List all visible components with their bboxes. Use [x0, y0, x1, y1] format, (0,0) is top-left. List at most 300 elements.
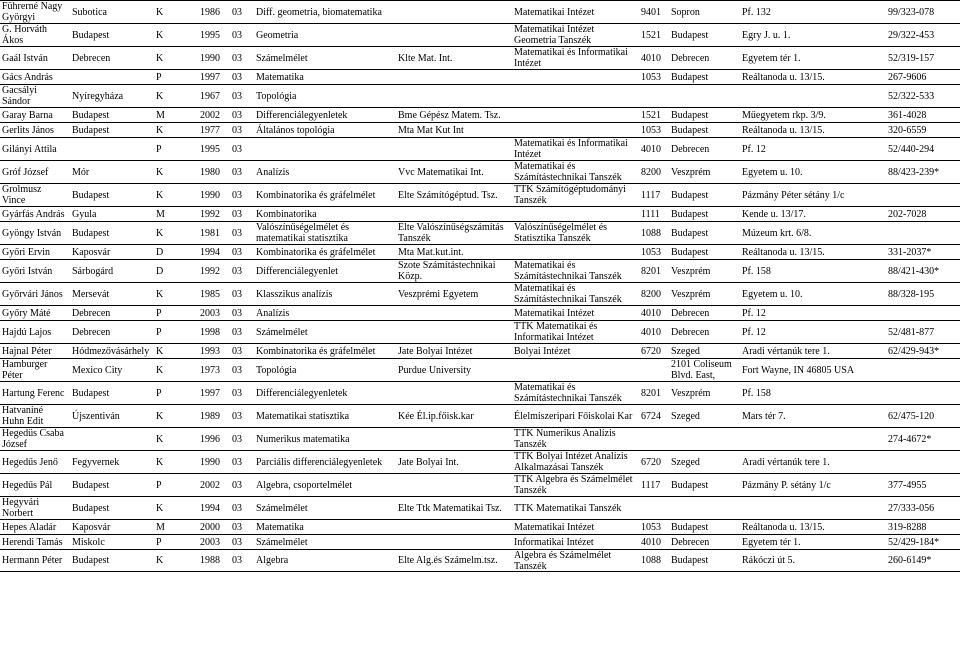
cell-city: Veszprém — [671, 265, 711, 277]
cell-city: Budapest — [671, 521, 709, 533]
cell-address: Egyetem u. 10. — [742, 166, 803, 178]
cell-postcode: 9401 — [641, 6, 661, 18]
cell-year: 1990 — [200, 456, 220, 468]
table-row — [0, 320, 960, 343]
cell-code: 03 — [232, 387, 242, 399]
cell-address: Pázmány Péter sétány 1/c — [742, 189, 845, 201]
table-row — [0, 282, 960, 305]
cell-degree: M — [156, 208, 165, 220]
cell-birthplace: Budapest — [72, 502, 110, 514]
table-row — [0, 343, 960, 358]
cell-address: Reáltanoda u. 13/15. — [742, 71, 825, 83]
cell-phone: 27/333-056 — [888, 502, 935, 514]
cell-code: 03 — [232, 124, 242, 136]
cell-city: Veszprém — [671, 288, 711, 300]
cell-name: Hartung Ferenc — [2, 387, 65, 399]
cell-city: Budapest — [671, 208, 709, 220]
cell-phone: 319-8288 — [888, 521, 927, 533]
cell-institution: Kée Él.ip.főisk.kar — [398, 410, 474, 422]
cell-postcode — [641, 85, 669, 107]
cell-department — [514, 245, 640, 259]
cell-birthplace: Budapest — [72, 109, 110, 121]
cell-birthplace: Budapest — [72, 227, 110, 239]
cell-year: 1994 — [200, 246, 220, 258]
cell-institution: Elte Valószínűségszámítás Tanszék — [398, 222, 504, 244]
table-row — [0, 0, 960, 23]
cell-postcode: 6720 — [641, 345, 661, 357]
cell-address: Pázmány P. sétány 1/c — [742, 479, 831, 491]
cell-birthplace: Budapest — [72, 124, 110, 136]
cell-degree: K — [156, 52, 164, 64]
cell-postcode: 1053 — [641, 124, 661, 136]
cell-phone — [888, 359, 958, 381]
table-row — [0, 358, 960, 381]
cell-phone: 52/481-877 — [888, 326, 935, 338]
cell-name: Hepes Aladár — [2, 521, 57, 533]
cell-field: Matematika — [256, 71, 304, 83]
table-row — [0, 404, 960, 427]
table-row — [0, 69, 960, 84]
cell-name: Gyárfás András — [2, 208, 65, 220]
cell-name: Gróf József — [2, 166, 49, 178]
cell-birthplace: Mexico City — [72, 364, 123, 376]
cell-name: Gerlits János — [2, 124, 54, 136]
cell-phone: 52/322-533 — [888, 90, 935, 102]
cell-phone: 52/440-294 — [888, 143, 935, 155]
cell-degree: K — [156, 6, 164, 18]
cell-name: Garay Barna — [2, 109, 53, 121]
cell-department: Algebra és Számelmélet Tanszék — [514, 550, 612, 571]
cell-department: TTK Matematikai és Informatikai Intézet — [514, 321, 598, 343]
cell-birthplace — [72, 138, 152, 160]
cell-institution — [398, 382, 514, 404]
cell-degree: K — [156, 166, 164, 178]
cell-city: Debrecen — [671, 307, 710, 319]
cell-field: Kombinatorika és gráfelmélet — [256, 246, 376, 258]
cell-year: 1986 — [200, 6, 220, 18]
cell-year: 1997 — [200, 71, 220, 83]
cell-institution: Elte Ttk Matematikai Tsz. — [398, 502, 502, 514]
cell-department: Matematikai és Számítástechnikai Tanszék — [514, 161, 622, 183]
cell-postcode: 1053 — [641, 71, 661, 83]
cell-birthplace: Hódmezővásárhely — [72, 345, 150, 357]
cell-year: 2003 — [200, 307, 220, 319]
cell-name: Gács András — [2, 71, 53, 83]
table-row — [0, 259, 960, 282]
cell-address: Reáltanoda u. 13/15. — [742, 521, 825, 533]
cell-field: Numerikus matematika — [256, 433, 350, 445]
cell-city: Budapest — [671, 109, 709, 121]
cell-institution — [398, 474, 514, 496]
cell-institution: Vvc Matematikai Int. — [398, 166, 484, 178]
cell-degree: K — [156, 90, 164, 102]
cell-department: Matematikai Intézet Geometria Tanszék — [514, 24, 595, 46]
cell-phone — [888, 184, 958, 206]
cell-institution — [398, 520, 514, 534]
cell-phone: 62/429-943* — [888, 345, 940, 357]
table-row — [0, 206, 960, 221]
table-row — [0, 496, 960, 519]
cell-department: Matematikai Intézet — [514, 307, 595, 319]
table-row — [0, 160, 960, 183]
cell-degree: K — [156, 456, 164, 468]
table-row — [0, 221, 960, 244]
cell-city: Debrecen — [671, 143, 710, 155]
cell-degree: P — [156, 71, 162, 83]
cell-city: Budapest — [671, 29, 709, 41]
cell-department — [514, 207, 640, 221]
cell-department: Matematikai és Számítástechnikai Tanszék — [514, 382, 622, 404]
cell-field: Differenciálegyenletek — [256, 387, 348, 399]
cell-phone: 88/328-195 — [888, 288, 935, 300]
cell-address: Rákóczi út 5. — [742, 555, 796, 566]
cell-year: 1973 — [200, 364, 220, 376]
table-row — [0, 519, 960, 534]
cell-code: 03 — [232, 265, 242, 277]
cell-birthplace: Budapest — [72, 387, 110, 399]
cell-department: TTK Matematikai Tanszék — [514, 502, 622, 514]
cell-department: TTK Algebra és Számelmélet Tanszék — [514, 474, 633, 496]
cell-year: 2002 — [200, 109, 220, 121]
cell-department: Bolyai Intézet — [514, 345, 571, 357]
cell-birthplace: Budapest — [72, 189, 110, 201]
cell-name: Győrvári János — [2, 288, 63, 300]
cell-name: Hajdú Lajos — [2, 326, 52, 338]
cell-field: Matematika — [256, 521, 304, 533]
cell-code: 03 — [232, 166, 242, 178]
cell-birthplace — [72, 70, 152, 84]
cell-name: Hegyvári Norbert — [2, 497, 40, 519]
cell-phone: 202-7028 — [888, 208, 927, 220]
cell-birthplace — [72, 428, 152, 450]
cell-city: Sopron — [671, 6, 700, 18]
table-row — [0, 84, 960, 107]
cell-postcode: 1088 — [641, 227, 661, 239]
cell-year: 2000 — [200, 521, 220, 533]
cell-postcode: 8200 — [641, 166, 661, 178]
cell-birthplace: Debrecen — [72, 52, 111, 64]
cell-year: 1985 — [200, 288, 220, 300]
cell-name: Hatvaniné Huhn Edit — [2, 405, 44, 427]
cell-address — [742, 85, 886, 107]
cell-birthplace: Mersevát — [72, 288, 110, 300]
cell-department: TTK Számítógéptudományi Tanszék — [514, 184, 626, 206]
cell-name: Führerné Nagy Györgyi — [2, 1, 63, 23]
cell-address — [742, 428, 886, 450]
cell-department: Matematikai és Informatikai Intézet — [514, 47, 628, 69]
cell-address: Pf. 158 — [742, 387, 771, 399]
cell-code: 03 — [232, 71, 242, 83]
cell-code: 03 — [232, 189, 242, 201]
cell-department: TTK Bolyai Intézet Analízis Alkalmazásai Tanszék — [514, 451, 628, 473]
cell-year: 1967 — [200, 90, 220, 102]
cell-code: 03 — [232, 502, 242, 514]
cell-postcode: 4010 — [641, 307, 661, 319]
cell-postcode: 8200 — [641, 288, 661, 300]
cell-degree: D — [156, 265, 164, 277]
cell-city — [671, 85, 741, 107]
cell-postcode: 1053 — [641, 246, 661, 258]
cell-address: Pf. 12 — [742, 326, 766, 338]
cell-degree: K — [156, 433, 164, 445]
cell-code: 03 — [232, 52, 242, 64]
cell-birthplace: Nyíregyháza — [72, 90, 124, 102]
cell-year: 1990 — [200, 189, 220, 201]
cell-institution — [398, 85, 514, 107]
cell-birthplace: Újszentiván — [72, 410, 120, 422]
cell-postcode: 8201 — [641, 387, 661, 399]
cell-department: Informatikai Intézet — [514, 536, 594, 548]
cell-code: 03 — [232, 307, 242, 319]
cell-phone: 331-2037* — [888, 246, 932, 258]
cell-name: Grolmusz Vince — [2, 184, 42, 206]
cell-city: Veszprém — [671, 387, 711, 399]
cell-phone — [888, 306, 958, 320]
cell-code: 03 — [232, 536, 242, 548]
cell-address: Pf. 158 — [742, 265, 771, 277]
cell-year: 1990 — [200, 52, 220, 64]
cell-degree: P — [156, 479, 162, 491]
cell-year: 1977 — [200, 124, 220, 136]
cell-year: 1996 — [200, 433, 220, 445]
cell-city: Budapest — [671, 555, 709, 566]
cell-postcode: 4010 — [641, 52, 661, 64]
cell-postcode: 8201 — [641, 265, 661, 277]
table-row — [0, 381, 960, 404]
table-row — [0, 137, 960, 160]
cell-field: Matematikai statisztika — [256, 410, 350, 422]
cell-phone: 88/421-430* — [888, 265, 940, 277]
cell-address: Műegyetem rkp. 3/9. — [742, 109, 826, 121]
cell-field: Valószínűségelmélet és matematikai statisztika — [256, 222, 350, 244]
cell-degree: P — [156, 143, 162, 155]
cell-postcode: 4010 — [641, 143, 661, 155]
cell-name: Győri Ervin — [2, 246, 51, 258]
cell-code: 03 — [232, 143, 242, 155]
cell-address: Reáltanoda u. 13/15. — [742, 124, 825, 136]
table-row — [0, 450, 960, 473]
cell-postcode: 1111 — [641, 208, 660, 220]
cell-institution: Bme Gépész Matem. Tsz. — [398, 109, 501, 121]
cell-name: Hermann Péter — [2, 555, 63, 566]
cell-phone: 377-4955 — [888, 479, 927, 491]
cell-birthplace: Budapest — [72, 29, 110, 41]
cell-year: 1994 — [200, 502, 220, 514]
cell-code: 03 — [232, 227, 242, 239]
cell-phone: 320-6559 — [888, 124, 927, 136]
cell-address: Múzeum krt. 6/8. — [742, 227, 812, 239]
cell-code: 03 — [232, 6, 242, 18]
cell-department: Élelmiszeripari Főiskolai Kar — [514, 410, 633, 422]
cell-institution: Klte Mat. Int. — [398, 52, 453, 64]
cell-year: 2003 — [200, 536, 220, 548]
cell-birthplace: Kaposvár — [72, 246, 111, 258]
cell-address: Kende u. 13/17. — [742, 208, 806, 220]
cell-department — [514, 359, 640, 381]
cell-department — [514, 70, 640, 84]
cell-degree: K — [156, 124, 164, 136]
cell-institution: Jate Bolyai Int. — [398, 456, 459, 468]
cell-birthplace: Sárbogárd — [72, 265, 114, 277]
cell-code: 03 — [232, 456, 242, 468]
cell-field: Parciális differenciálegyenletek — [256, 456, 383, 468]
cell-postcode — [641, 497, 669, 519]
cell-code: 03 — [232, 433, 242, 445]
cell-city: Szeged — [671, 345, 700, 357]
cell-code: 03 — [232, 246, 242, 258]
cell-field: Differenciálegyenlet — [256, 265, 338, 277]
cell-field: Geometria — [256, 29, 299, 41]
cell-postcode: 1521 — [641, 29, 661, 41]
cell-postcode: 6720 — [641, 456, 661, 468]
cell-address: Aradi vértanúk tere 1. — [742, 456, 830, 468]
cell-institution: Elte Számítógéptud. Tsz. — [398, 189, 498, 201]
cell-name: Herendi Tamás — [2, 536, 63, 548]
cell-address — [742, 497, 886, 519]
cell-name: Győry Máté — [2, 307, 51, 319]
cell-code: 03 — [232, 109, 242, 121]
cell-code: 03 — [232, 410, 242, 422]
cell-institution — [398, 1, 514, 23]
cell-degree: K — [156, 345, 164, 357]
cell-city: Debrecen — [671, 536, 710, 548]
cell-birthplace: Fegyvernek — [72, 456, 120, 468]
cell-department: Matematikai Intézet — [514, 6, 595, 18]
cell-birthplace: Budapest — [72, 479, 110, 491]
cell-year: 1988 — [200, 555, 220, 566]
cell-name: Hajnal Péter — [2, 345, 52, 357]
cell-birthplace: Miskolc — [72, 536, 105, 548]
cell-phone: 260-6149* — [888, 555, 932, 566]
cell-field: Számelmélet — [256, 536, 308, 548]
cell-year: 1980 — [200, 166, 220, 178]
cell-city: Budapest — [671, 246, 709, 258]
cell-year: 1995 — [200, 143, 220, 155]
cell-degree: P — [156, 307, 162, 319]
cell-department: TTK Numerikus Analízis Tanszék — [514, 428, 616, 450]
cell-institution: Mta Mat.kut.int. — [398, 246, 464, 258]
cell-institution — [398, 207, 514, 221]
cell-code: 03 — [232, 345, 242, 357]
cell-field: Algebra — [256, 555, 289, 566]
cell-name: Gilányi Attila — [2, 143, 57, 155]
cell-name: Gyöngy István — [2, 227, 62, 239]
cell-field: Számelmélet — [256, 326, 308, 338]
cell-degree: K — [156, 288, 164, 300]
cell-year: 1998 — [200, 326, 220, 338]
table-row — [0, 183, 960, 206]
cell-degree: P — [156, 387, 162, 399]
cell-birthplace: Mór — [72, 166, 90, 178]
cell-degree: K — [156, 555, 164, 566]
cell-birthplace: Kaposvár — [72, 521, 111, 533]
cell-city: Debrecen — [671, 326, 710, 338]
cell-year: 1992 — [200, 208, 220, 220]
table-row — [0, 473, 960, 496]
cell-department — [514, 123, 640, 137]
cell-institution: Mta Mat Kut Int — [398, 124, 464, 136]
table-row — [0, 549, 960, 572]
cell-institution — [398, 535, 514, 549]
cell-phone: 267-9606 — [888, 71, 927, 83]
cell-degree: M — [156, 109, 165, 121]
cell-degree: K — [156, 410, 164, 422]
cell-field: Topológia — [256, 90, 297, 102]
cell-degree: D — [156, 246, 164, 258]
cell-department: Valószínűségelmélet és Statisztika Tanszék — [514, 222, 608, 244]
cell-city: Budapest — [671, 71, 709, 83]
cell-department: Matematikai és Számítástechnikai Tanszék — [514, 283, 622, 305]
cell-phone — [888, 382, 958, 404]
cell-postcode: 1117 — [641, 189, 661, 201]
cell-phone: 29/322-453 — [888, 29, 935, 41]
cell-phone: 274-4672* — [888, 433, 932, 445]
cell-phone: 88/423-239* — [888, 166, 940, 178]
cell-address: Egyetem tér 1. — [742, 536, 801, 548]
cell-field: Diff. geometria, biomatematika — [256, 6, 382, 18]
cell-postcode — [641, 428, 669, 450]
cell-degree: P — [156, 536, 162, 548]
cell-city — [671, 497, 741, 519]
cell-degree: K — [156, 227, 164, 239]
cell-birthplace: Subotica — [72, 6, 107, 18]
cell-birthplace: Gyula — [72, 208, 97, 220]
cell-field: Általános topológia — [256, 124, 335, 136]
cell-institution — [398, 24, 514, 46]
table-row — [0, 534, 960, 549]
cell-address: Pf. 12 — [742, 307, 766, 319]
cell-city: 2101 Coliseum Blvd. East, — [671, 359, 732, 381]
cell-year: 1993 — [200, 345, 220, 357]
cell-year: 1997 — [200, 387, 220, 399]
cell-city: Budapest — [671, 189, 709, 201]
cell-birthplace: Debrecen — [72, 307, 111, 319]
cell-degree: M — [156, 521, 165, 533]
cell-birthplace: Debrecen — [72, 326, 111, 338]
cell-address: Egyetem tér 1. — [742, 52, 801, 64]
cell-field: Kombinatorika — [256, 208, 317, 220]
cell-phone — [888, 451, 958, 473]
cell-field: Számelmélet — [256, 52, 308, 64]
cell-address: Aradi vértanúk tere 1. — [742, 345, 830, 357]
cell-name: Gaál István — [2, 52, 48, 64]
cell-city: Szeged — [671, 456, 700, 468]
cell-institution: Veszprémi Egyetem — [398, 288, 479, 300]
cell-postcode — [641, 359, 669, 381]
cell-degree: P — [156, 326, 162, 338]
cell-field: Klasszikus analízis — [256, 288, 333, 300]
cell-year: 1989 — [200, 410, 220, 422]
cell-code: 03 — [232, 521, 242, 533]
cell-address: Pf. 132 — [742, 6, 771, 18]
cell-postcode: 1521 — [641, 109, 661, 121]
cell-postcode: 1117 — [641, 479, 661, 491]
cell-phone: 62/475-120 — [888, 410, 935, 422]
cell-code: 03 — [232, 90, 242, 102]
cell-field: Topológia — [256, 364, 297, 376]
cell-department: Matematikai Intézet — [514, 521, 595, 533]
cell-field: Differenciálegyenletek — [256, 109, 348, 121]
cell-degree: K — [156, 189, 164, 201]
cell-name: Győri István — [2, 265, 53, 277]
table-row — [0, 122, 960, 137]
table-row — [0, 244, 960, 259]
cell-degree: K — [156, 29, 164, 41]
cell-phone: 361-4028 — [888, 109, 927, 121]
cell-city: Budapest — [671, 227, 709, 239]
cell-postcode: 1053 — [641, 521, 661, 533]
cell-institution: Szote Számítástechnikai Közp. — [398, 260, 496, 282]
